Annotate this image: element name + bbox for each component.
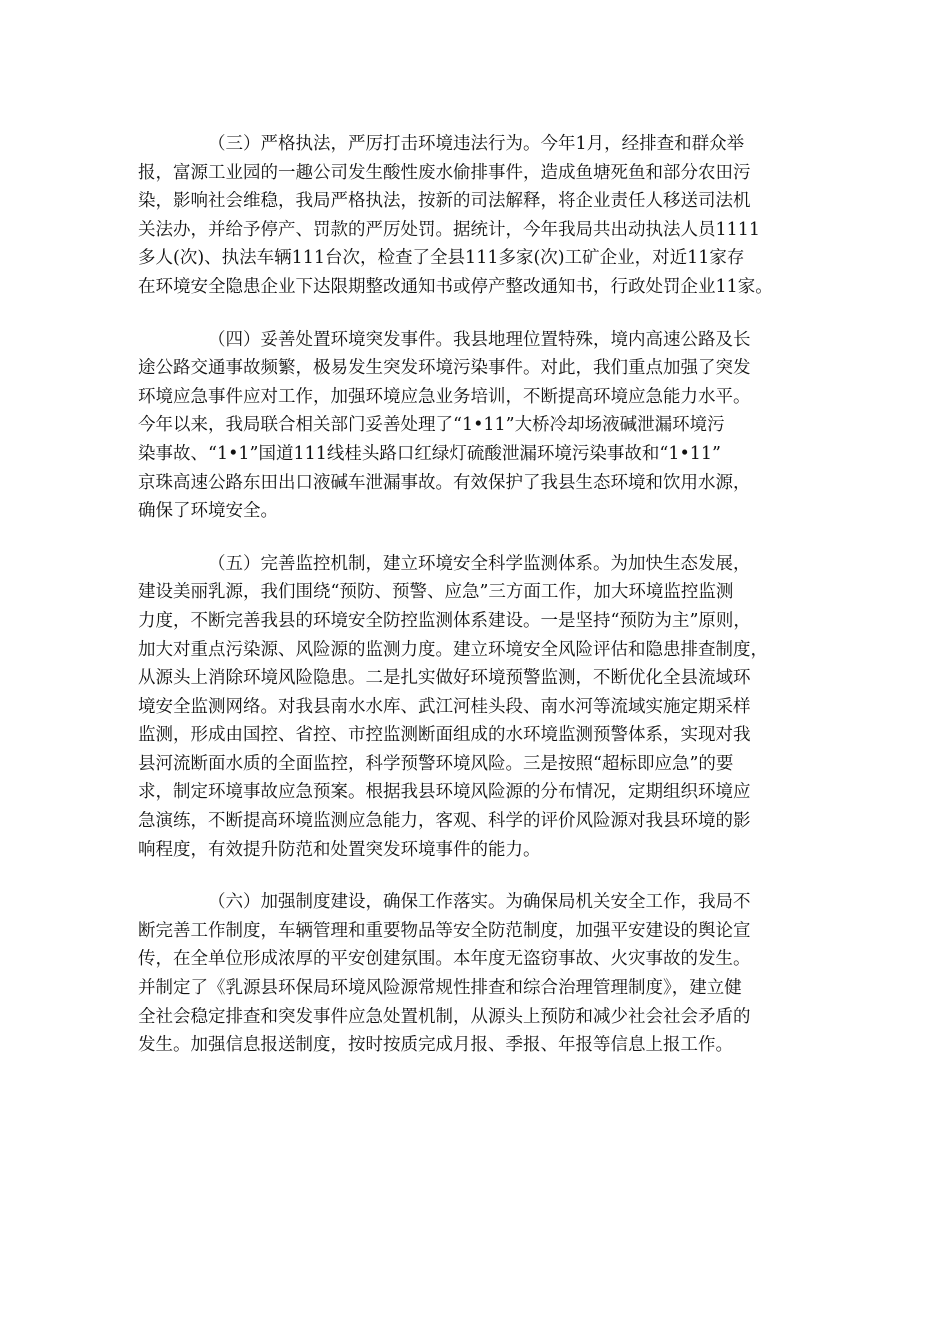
text-line: 县河流断面水质的全面监控，科学预警环境风险。三是按照“超标即应急”的要 bbox=[138, 753, 734, 774]
text-line: 建设美丽乳源，我们围绕“预防、预警、应急”三方面工作，加大环境监控监测 bbox=[138, 582, 734, 603]
text-line: 全社会稳定排查和突发事件应急处置机制，从源头上预防和减少社会社会矛盾的 bbox=[138, 1006, 751, 1027]
text-line: 报，富源工业园的一趣公司发生酸性废水偷排事件，造成鱼塘死鱼和部分农田污 bbox=[138, 162, 751, 183]
text-line: （五）完善监控机制，建立环境安全科学监测体系。为加快生态发展， bbox=[208, 553, 751, 574]
text-line: 染，影响社会维稳，我局严格执法，按新的司法解释，将企业责任人移送司法机 bbox=[138, 191, 751, 212]
paragraph-3-strict-enforcement bbox=[138, 130, 832, 302]
text-line: （六）加强制度建设，确保工作落实。为确保局机关安全工作，我局不 bbox=[208, 892, 751, 913]
text-line: 今年以来，我局联合相关部门妥善处理了“1•11”大桥冷却场液碱泄漏环境污 bbox=[138, 415, 725, 436]
text-line: 响程度，有效提升防范和处置突发环境事件的能力。 bbox=[138, 839, 541, 860]
text-line: 监测，形成由国控、省控、市控监测断面组成的水环境监测预警体系，实现对我 bbox=[138, 725, 751, 746]
text-line: 力度，不断完善我县的环境安全防控监测体系建设。一是坚持“预防为主”原则， bbox=[138, 610, 751, 631]
text-line: 关法办，并给予停产、罚款的严厉处罚。据统计，今年我局共出动执法人员1111 bbox=[138, 219, 761, 240]
text-line: 加大对重点污染源、风险源的监测力度。建立环境安全风险评估和隐患排查制度， bbox=[138, 639, 768, 660]
text-line: 并制定了《乳源县环保局环境风险源常规性排查和综合治理管理制度》，建立健 bbox=[138, 978, 742, 999]
text-line: 急演练，不断提高环境监测应急能力，客观、科学的评价风险源对我县环境的影 bbox=[138, 811, 751, 832]
text-line: 多人(次)、执法车辆111台次，检查了全县111多家(次)工矿企业，对近11家存 bbox=[138, 248, 745, 269]
text-line: 确保了环境安全。 bbox=[138, 501, 278, 522]
text-line: 在环境安全隐患企业下达限期整改通知书或停产整改通知书，行政处罚企业11家。 bbox=[138, 276, 773, 297]
paragraph-5-monitoring-mechanism bbox=[138, 550, 832, 865]
text-line: 求，制定环境事故应急预案。根据我县环境风险源的分布情况，定期组织环境应 bbox=[138, 782, 751, 803]
text-line: 传，在全单位形成浓厚的平安创建氛围。本年度无盗窃事故、火灾事故的发生。 bbox=[138, 949, 751, 970]
text-line: 断完善工作制度，车辆管理和重要物品等安全防范制度，加强平安建设的舆论宣 bbox=[138, 920, 751, 941]
paragraph-6-system-building bbox=[138, 888, 832, 1060]
document-body bbox=[138, 130, 832, 1084]
paragraph-4-emergency-handling bbox=[138, 326, 832, 526]
text-line: 环境应急事件应对工作，加强环境应急业务培训，不断提高环境应急能力水平。 bbox=[138, 386, 751, 407]
text-line: （三）严格执法，严厉打击环境违法行为。今年1月，经排查和群众举 bbox=[208, 134, 745, 154]
text-line: 从源头上消除环境风险隐患。二是扎实做好环境预警监测，不断优化全县流域环 bbox=[138, 668, 751, 689]
text-line: 发生。加强信息报送制度，按时按质完成月报、季报、年报等信息上报工作。 bbox=[138, 1035, 733, 1056]
text-line: 境安全监测网络。对我县南水水库、武江河桂头段、南水河等流域实施定期采样 bbox=[138, 696, 751, 717]
text-line: 京珠高速公路东田出口液碱车泄漏事故。有效保护了我县生态环境和饮用水源， bbox=[138, 472, 751, 493]
text-line: 途公路交通事故频繁，极易发生突发环境污染事件。对此，我们重点加强了突发 bbox=[138, 358, 751, 379]
text-line: 染事故、“1•1”国道111线桂头路口红绿灯硫酸泄漏环境污染事故和“1•11” bbox=[138, 443, 722, 464]
text-line: （四）妥善处置环境突发事件。我县地理位置特殊，境内高速公路及长 bbox=[208, 329, 751, 350]
